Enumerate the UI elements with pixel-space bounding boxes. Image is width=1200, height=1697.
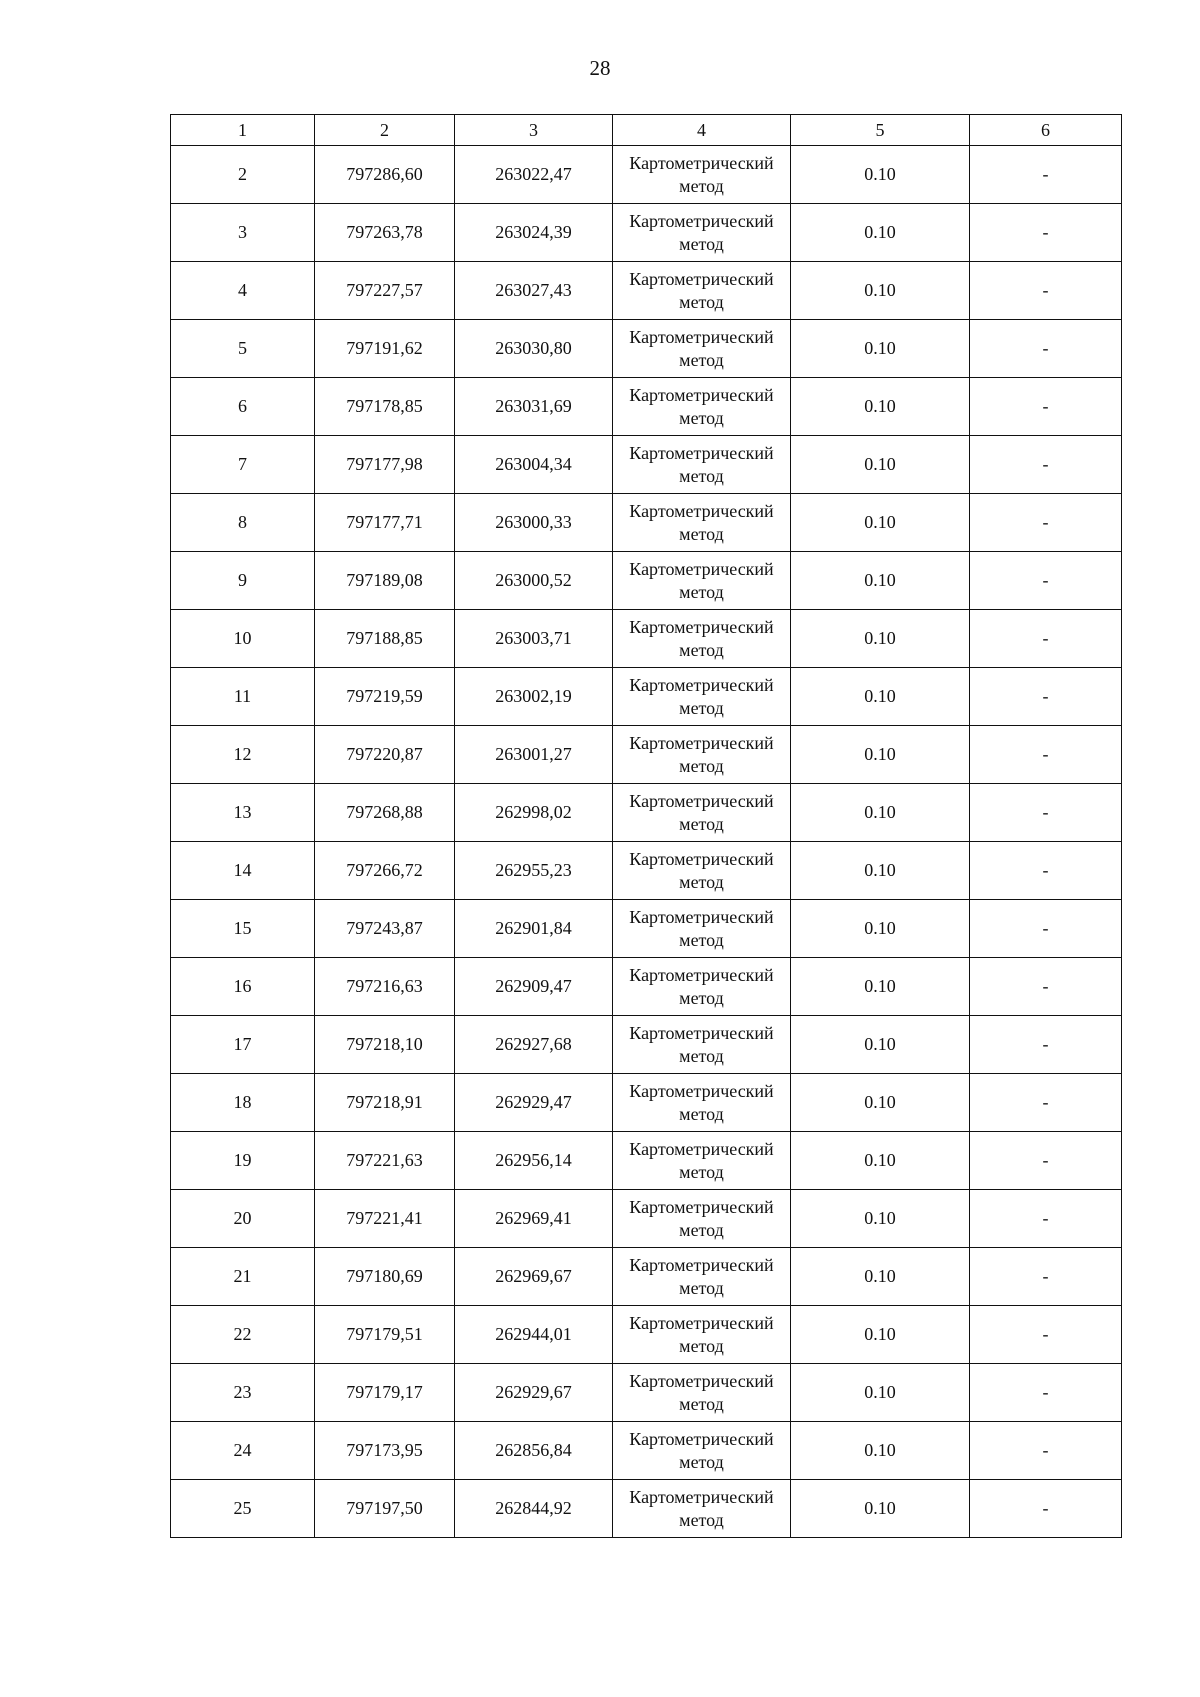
accuracy-cell: 0.10 [791, 378, 970, 436]
note-cell: - [970, 146, 1122, 204]
accuracy-cell: 0.10 [791, 552, 970, 610]
y-coordinate-cell: 262969,41 [455, 1190, 613, 1248]
accuracy-cell: 0.10 [791, 958, 970, 1016]
y-coordinate-cell: 263000,52 [455, 552, 613, 610]
accuracy-cell: 0.10 [791, 262, 970, 320]
x-coordinate-cell: 797218,91 [315, 1074, 455, 1132]
table-row [171, 378, 1122, 436]
point-number-cell: 13 [171, 784, 315, 842]
method-cell: Картометрический метод [613, 262, 791, 320]
note-cell: - [970, 378, 1122, 436]
table-row [171, 1074, 1122, 1132]
table-row [171, 552, 1122, 610]
note-cell: - [970, 610, 1122, 668]
note-cell: - [970, 958, 1122, 1016]
note-cell: - [970, 668, 1122, 726]
header-col-3: 3 [455, 115, 613, 146]
note-cell: - [970, 262, 1122, 320]
accuracy-cell: 0.10 [791, 436, 970, 494]
y-coordinate-cell: 263024,39 [455, 204, 613, 262]
point-number-cell: 9 [171, 552, 315, 610]
note-cell: - [970, 1306, 1122, 1364]
method-cell: Картометрический метод [613, 1422, 791, 1480]
x-coordinate-cell: 797180,69 [315, 1248, 455, 1306]
table-row [171, 1364, 1122, 1422]
y-coordinate-cell: 262927,68 [455, 1016, 613, 1074]
x-coordinate-cell: 797197,50 [315, 1480, 455, 1538]
y-coordinate-cell: 263030,80 [455, 320, 613, 378]
note-cell: - [970, 1364, 1122, 1422]
x-coordinate-cell: 797243,87 [315, 900, 455, 958]
method-cell: Картометрический метод [613, 204, 791, 262]
point-number-cell: 16 [171, 958, 315, 1016]
note-cell: - [970, 1248, 1122, 1306]
y-coordinate-cell: 263031,69 [455, 378, 613, 436]
method-cell: Картометрический метод [613, 726, 791, 784]
point-number-cell: 14 [171, 842, 315, 900]
table-row [171, 1480, 1122, 1538]
note-cell: - [970, 784, 1122, 842]
table-row [171, 1422, 1122, 1480]
point-number-cell: 22 [171, 1306, 315, 1364]
x-coordinate-cell: 797173,95 [315, 1422, 455, 1480]
method-cell: Картометрический метод [613, 900, 791, 958]
y-coordinate-cell: 262955,23 [455, 842, 613, 900]
method-cell: Картометрический метод [613, 668, 791, 726]
accuracy-cell: 0.10 [791, 784, 970, 842]
method-cell: Картометрический метод [613, 436, 791, 494]
accuracy-cell: 0.10 [791, 1132, 970, 1190]
table-row [171, 1306, 1122, 1364]
table-row [171, 668, 1122, 726]
accuracy-cell: 0.10 [791, 1016, 970, 1074]
point-number-cell: 10 [171, 610, 315, 668]
y-coordinate-cell: 263002,19 [455, 668, 613, 726]
accuracy-cell: 0.10 [791, 900, 970, 958]
y-coordinate-cell: 262929,47 [455, 1074, 613, 1132]
x-coordinate-cell: 797189,08 [315, 552, 455, 610]
method-cell: Картометрический метод [613, 1016, 791, 1074]
accuracy-cell: 0.10 [791, 320, 970, 378]
accuracy-cell: 0.10 [791, 842, 970, 900]
table-row [171, 494, 1122, 552]
y-coordinate-cell: 263022,47 [455, 146, 613, 204]
table-row [171, 262, 1122, 320]
table-row [171, 436, 1122, 494]
note-cell: - [970, 1190, 1122, 1248]
table-row [171, 726, 1122, 784]
x-coordinate-cell: 797218,10 [315, 1016, 455, 1074]
accuracy-cell: 0.10 [791, 1248, 970, 1306]
accuracy-cell: 0.10 [791, 610, 970, 668]
point-number-cell: 19 [171, 1132, 315, 1190]
point-number-cell: 23 [171, 1364, 315, 1422]
note-cell: - [970, 1016, 1122, 1074]
method-cell: Картометрический метод [613, 1132, 791, 1190]
note-cell: - [970, 204, 1122, 262]
accuracy-cell: 0.10 [791, 1074, 970, 1132]
table-row [171, 842, 1122, 900]
accuracy-cell: 0.10 [791, 1422, 970, 1480]
method-cell: Картометрический метод [613, 1190, 791, 1248]
table-row [171, 320, 1122, 378]
x-coordinate-cell: 797227,57 [315, 262, 455, 320]
table-row [171, 1190, 1122, 1248]
method-cell: Картометрический метод [613, 958, 791, 1016]
y-coordinate-cell: 262909,47 [455, 958, 613, 1016]
method-cell: Картометрический метод [613, 1248, 791, 1306]
table-row [171, 610, 1122, 668]
x-coordinate-cell: 797219,59 [315, 668, 455, 726]
accuracy-cell: 0.10 [791, 204, 970, 262]
table-row [171, 1132, 1122, 1190]
method-cell: Картометрический метод [613, 1480, 791, 1538]
x-coordinate-cell: 797179,51 [315, 1306, 455, 1364]
y-coordinate-cell: 262929,67 [455, 1364, 613, 1422]
table-row [171, 146, 1122, 204]
accuracy-cell: 0.10 [791, 668, 970, 726]
table-body [171, 146, 1122, 1538]
header-col-6: 6 [970, 115, 1122, 146]
point-number-cell: 12 [171, 726, 315, 784]
method-cell: Картометрический метод [613, 842, 791, 900]
y-coordinate-cell: 262956,14 [455, 1132, 613, 1190]
point-number-cell: 4 [171, 262, 315, 320]
table-row [171, 900, 1122, 958]
note-cell: - [970, 1132, 1122, 1190]
note-cell: - [970, 842, 1122, 900]
note-cell: - [970, 726, 1122, 784]
point-number-cell: 7 [171, 436, 315, 494]
note-cell: - [970, 1422, 1122, 1480]
x-coordinate-cell: 797220,87 [315, 726, 455, 784]
point-number-cell: 6 [171, 378, 315, 436]
method-cell: Картометрический метод [613, 610, 791, 668]
point-number-cell: 3 [171, 204, 315, 262]
point-number-cell: 11 [171, 668, 315, 726]
point-number-cell: 18 [171, 1074, 315, 1132]
method-cell: Картометрический метод [613, 146, 791, 204]
y-coordinate-cell: 263000,33 [455, 494, 613, 552]
method-cell: Картометрический метод [613, 552, 791, 610]
x-coordinate-cell: 797263,78 [315, 204, 455, 262]
header-col-1: 1 [171, 115, 315, 146]
point-number-cell: 25 [171, 1480, 315, 1538]
x-coordinate-cell: 797188,85 [315, 610, 455, 668]
accuracy-cell: 0.10 [791, 726, 970, 784]
x-coordinate-cell: 797191,62 [315, 320, 455, 378]
y-coordinate-cell: 262998,02 [455, 784, 613, 842]
x-coordinate-cell: 797268,88 [315, 784, 455, 842]
x-coordinate-cell: 797177,71 [315, 494, 455, 552]
method-cell: Картометрический метод [613, 378, 791, 436]
accuracy-cell: 0.10 [791, 1480, 970, 1538]
x-coordinate-cell: 797221,63 [315, 1132, 455, 1190]
header-row [171, 115, 1122, 146]
method-cell: Картометрический метод [613, 1306, 791, 1364]
x-coordinate-cell: 797216,63 [315, 958, 455, 1016]
coordinates-table [170, 114, 1122, 1538]
y-coordinate-cell: 263001,27 [455, 726, 613, 784]
note-cell: - [970, 1074, 1122, 1132]
accuracy-cell: 0.10 [791, 1306, 970, 1364]
point-number-cell: 20 [171, 1190, 315, 1248]
method-cell: Картометрический метод [613, 1364, 791, 1422]
accuracy-cell: 0.10 [791, 1364, 970, 1422]
point-number-cell: 21 [171, 1248, 315, 1306]
y-coordinate-cell: 262844,92 [455, 1480, 613, 1538]
note-cell: - [970, 320, 1122, 378]
note-cell: - [970, 436, 1122, 494]
note-cell: - [970, 552, 1122, 610]
x-coordinate-cell: 797286,60 [315, 146, 455, 204]
y-coordinate-cell: 262969,67 [455, 1248, 613, 1306]
accuracy-cell: 0.10 [791, 1190, 970, 1248]
table-row [171, 958, 1122, 1016]
x-coordinate-cell: 797266,72 [315, 842, 455, 900]
method-cell: Картометрический метод [613, 784, 791, 842]
x-coordinate-cell: 797179,17 [315, 1364, 455, 1422]
method-cell: Картометрический метод [613, 494, 791, 552]
y-coordinate-cell: 262901,84 [455, 900, 613, 958]
y-coordinate-cell: 262856,84 [455, 1422, 613, 1480]
x-coordinate-cell: 797221,41 [315, 1190, 455, 1248]
y-coordinate-cell: 263027,43 [455, 262, 613, 320]
point-number-cell: 8 [171, 494, 315, 552]
point-number-cell: 17 [171, 1016, 315, 1074]
table-row [171, 1248, 1122, 1306]
y-coordinate-cell: 263004,34 [455, 436, 613, 494]
note-cell: - [970, 900, 1122, 958]
header-col-2: 2 [315, 115, 455, 146]
header-col-4: 4 [613, 115, 791, 146]
point-number-cell: 24 [171, 1422, 315, 1480]
method-cell: Картометрический метод [613, 320, 791, 378]
accuracy-cell: 0.10 [791, 494, 970, 552]
point-number-cell: 5 [171, 320, 315, 378]
note-cell: - [970, 1480, 1122, 1538]
header-col-5: 5 [791, 115, 970, 146]
point-number-cell: 2 [171, 146, 315, 204]
page-number: 28 [589, 56, 611, 80]
note-cell: - [970, 494, 1122, 552]
y-coordinate-cell: 262944,01 [455, 1306, 613, 1364]
x-coordinate-cell: 797178,85 [315, 378, 455, 436]
x-coordinate-cell: 797177,98 [315, 436, 455, 494]
table-row [171, 204, 1122, 262]
table-row [171, 784, 1122, 842]
method-cell: Картометрический метод [613, 1074, 791, 1132]
point-number-cell: 15 [171, 900, 315, 958]
y-coordinate-cell: 263003,71 [455, 610, 613, 668]
accuracy-cell: 0.10 [791, 146, 970, 204]
table-row [171, 1016, 1122, 1074]
